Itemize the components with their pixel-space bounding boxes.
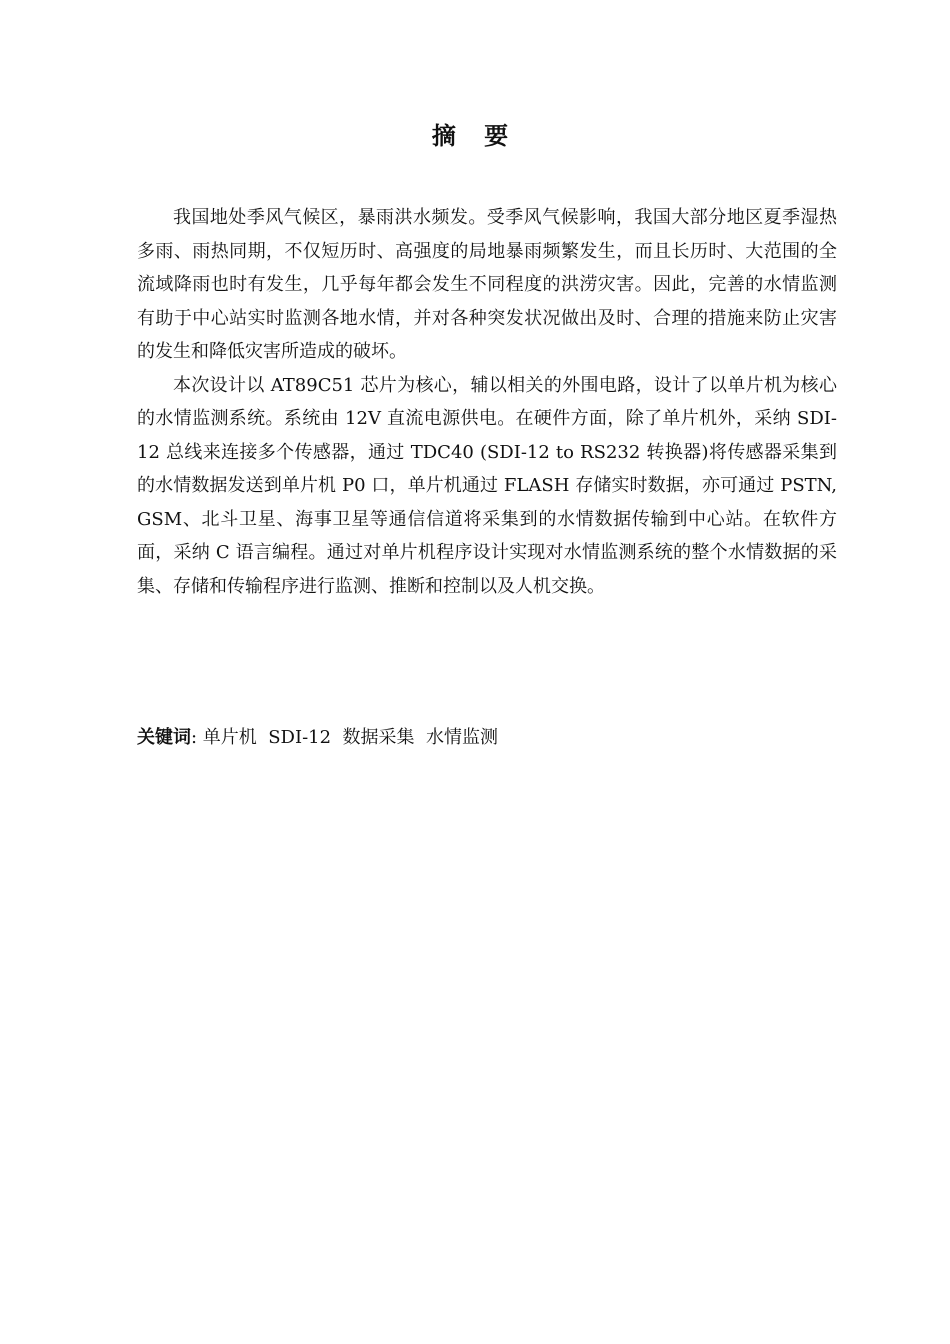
keywords-list: : 单片机 SDI-12 数据采集 水情监测	[191, 727, 498, 748]
keywords-line	[137, 721, 837, 754]
abstract-body	[137, 201, 837, 603]
keywords-label: 关键词	[137, 727, 191, 748]
abstract-paragraph-1: 我国地处季风气候区，暴雨洪水频发。受季风气候影响，我国大部分地区夏季湿热多雨、雨热同期，不仅短历时、高强度的局地暴雨频繁发生，而且长历时、大范围的全流域降雨也时有发生，几乎每年都会发生不同程度的洪涝灾害。因此，完善的水情监测有助于中心站实时监测各地水情，并对各种突发状况做出及时、合理的措施来防止灾害的发生和降低灾害所造成的破坏。	[137, 207, 837, 362]
page-title: 摘 要	[431, 122, 519, 150]
abstract-paragraph-2: 本次设计以 AT89C51 芯片为核心，辅以相关的外围电路，设计了以单片机为核心的水情监测系统。系统由 12V 直流电源供电。在硬件方面，除了单片机外，采纳 SDI-12 总线来连接多个传感器，通过 TDC40 (SDI-12 to RS232 转换器)将传感器采集到的水情数据发送到单片机 P0 口，单片机通过 FLASH 存储实时数据，亦可通过 PSTN, GSM、北斗卫星、海事卫星等通信信道将采集到的水情数据传输到中心站。在软件方面，采纳 C 语言编程。通过对单片机程序设计实现对水情监测系统的整个水情数据的采集、存储和传输程序进行监测、推断和控制以及人机交换。	[137, 374, 837, 597]
